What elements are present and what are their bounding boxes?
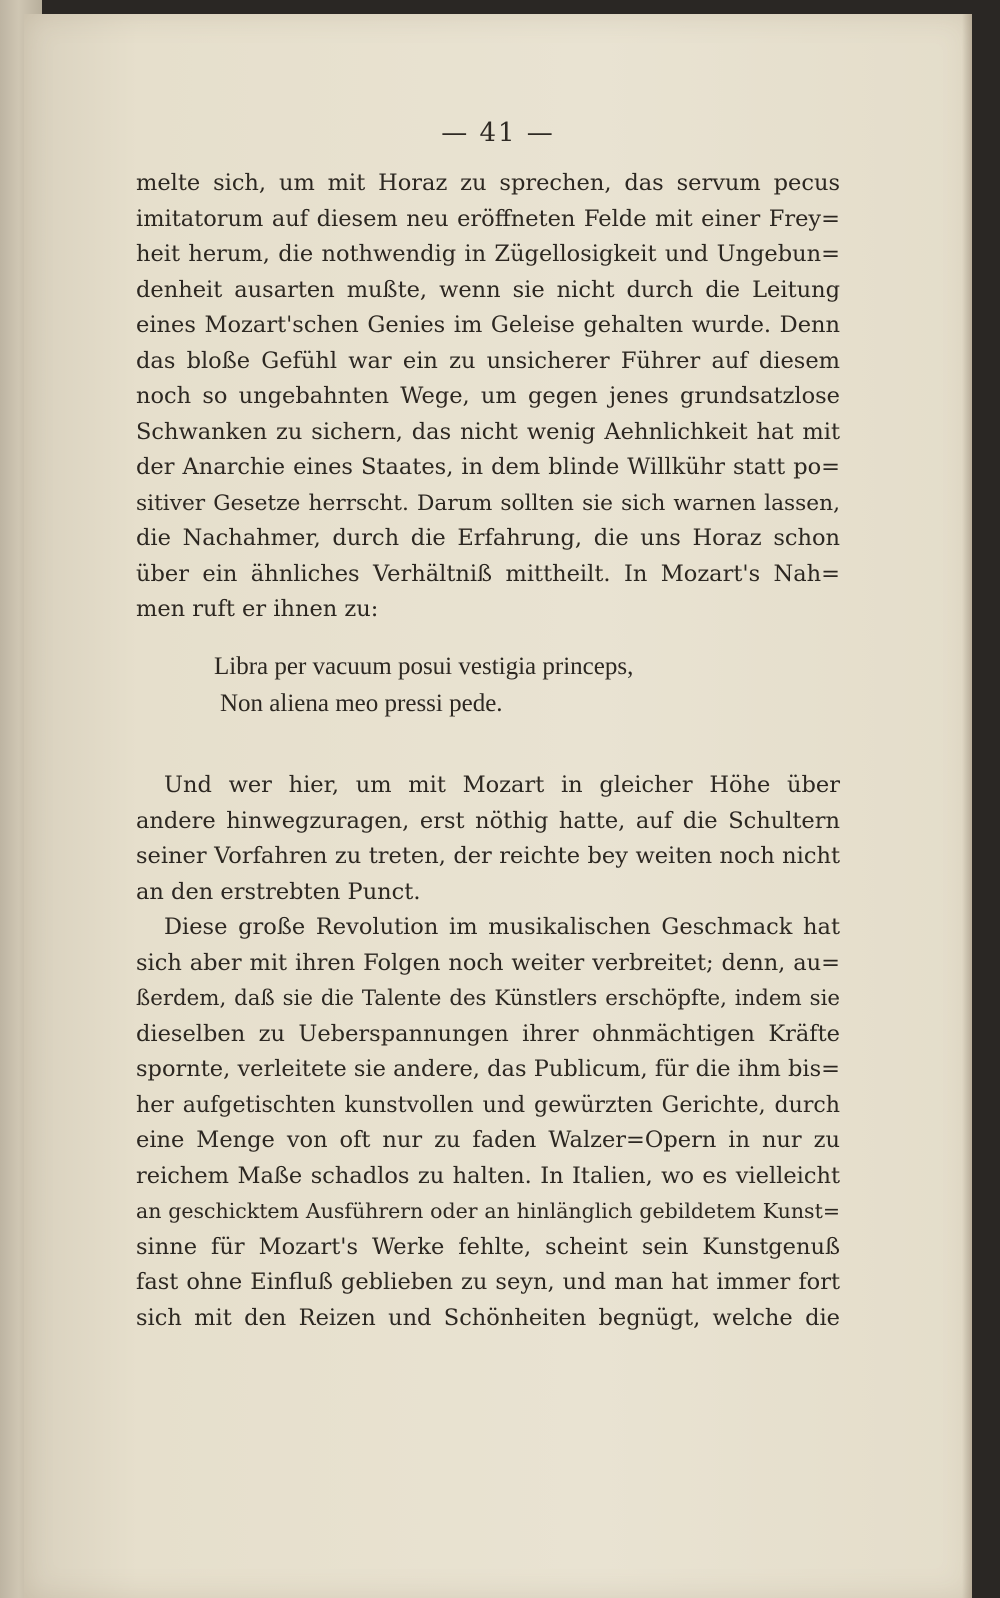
latin-quote bbox=[214, 648, 633, 722]
text-line: eines Mozart'schen Genies im Geleise gehalten wurde. Denn bbox=[136, 312, 840, 338]
text-line: seiner Vorfahren zu treten, der reichte bey weiten noch nicht bbox=[136, 843, 840, 869]
page-edge bbox=[962, 14, 972, 1598]
page-number: — 41 — bbox=[441, 118, 555, 148]
text-line: reichem Maße schadlos zu halten. In Italien, wo es vielleicht bbox=[136, 1162, 840, 1189]
text-line: sich aber mit ihren Folgen noch weiter verbreitet; denn, au= bbox=[136, 949, 840, 976]
paragraph-1 bbox=[136, 166, 840, 628]
text-line: spornte, verleitete sie andere, das Publicum, für die ihm bis= bbox=[136, 1056, 840, 1082]
text-line: noch so ungebahnten Wege, um gegen jenes grundsatzlose bbox=[136, 383, 840, 409]
text-line: sinne für Mozart's Werke fehlte, scheint sein Kunstgenuß bbox=[136, 1233, 840, 1260]
text-line: Schwanken zu sichern, das nicht wenig Aehnlichkeit hat mit bbox=[136, 418, 840, 445]
text-line: an geschicktem Ausführern oder an hinlänglich gebildetem Kunst= bbox=[136, 1199, 840, 1223]
text-line: dieselben zu Ueberspannungen ihrer ohnmächtigen Kräfte bbox=[136, 1020, 840, 1047]
text-line: heit herum, die nothwendig in Zügellosigkeit und Ungebun= bbox=[136, 241, 840, 267]
text-line: das bloße Gefühl war ein zu unsicherer Führer auf diesem bbox=[136, 347, 840, 374]
text-line: über ein ähnliches Verhältniß mittheilt. In Mozart's Nah= bbox=[136, 560, 840, 587]
text-line: ßerdem, daß sie die Talente des Künstlers erschöpfte, indem sie bbox=[136, 986, 840, 1011]
text-line: imitatorum auf diesem neu eröffneten Felde mit einer Frey= bbox=[136, 205, 840, 232]
text-line: eine Menge von oft nur zu faden Walzer=Opern in nur zu bbox=[136, 1127, 840, 1153]
quote-line: Libra per vacuum posui vestigia princeps, bbox=[214, 653, 634, 680]
text-line: men ruft er ihnen zu: bbox=[136, 596, 379, 622]
text-line: andere hinwegzuragen, erst nöthig hatte, auf die Schultern bbox=[136, 807, 840, 834]
text-line: melte sich, um mit Horaz zu sprechen, das servum pecus bbox=[136, 170, 840, 196]
text-line: denheit ausarten mußte, wenn sie nicht durch die Leitung bbox=[136, 276, 840, 303]
text-line: der Anarchie eines Staates, in dem blinde Willkühr statt po= bbox=[136, 454, 840, 480]
text-line: die Nachahmer, durch die Erfahrung, die uns Horaz schon bbox=[136, 525, 840, 551]
quote-line: Non aliena meo pressi pede. bbox=[220, 690, 503, 717]
text-line: sich mit den Reizen und Schönheiten begnügt, welche die bbox=[136, 1304, 840, 1331]
book-page bbox=[24, 14, 972, 1598]
text-line: fast ohne Einfluß geblieben zu seyn, und man hat immer fort bbox=[136, 1269, 840, 1295]
text-line: an den erstrebten Punct. bbox=[136, 878, 421, 905]
text-line: Und wer hier, um mit Mozart in gleicher Höhe über bbox=[164, 772, 840, 798]
text-line: Diese große Revolution im musikalischen Geschmack hat bbox=[164, 914, 840, 940]
text-line: her aufgetischten kunstvollen und gewürzten Gerichte, durch bbox=[136, 1091, 840, 1118]
text-line: sitiver Gesetze herrscht. Darum sollten sie sich warnen lassen, bbox=[136, 490, 840, 516]
paragraph-2 bbox=[136, 768, 840, 1336]
